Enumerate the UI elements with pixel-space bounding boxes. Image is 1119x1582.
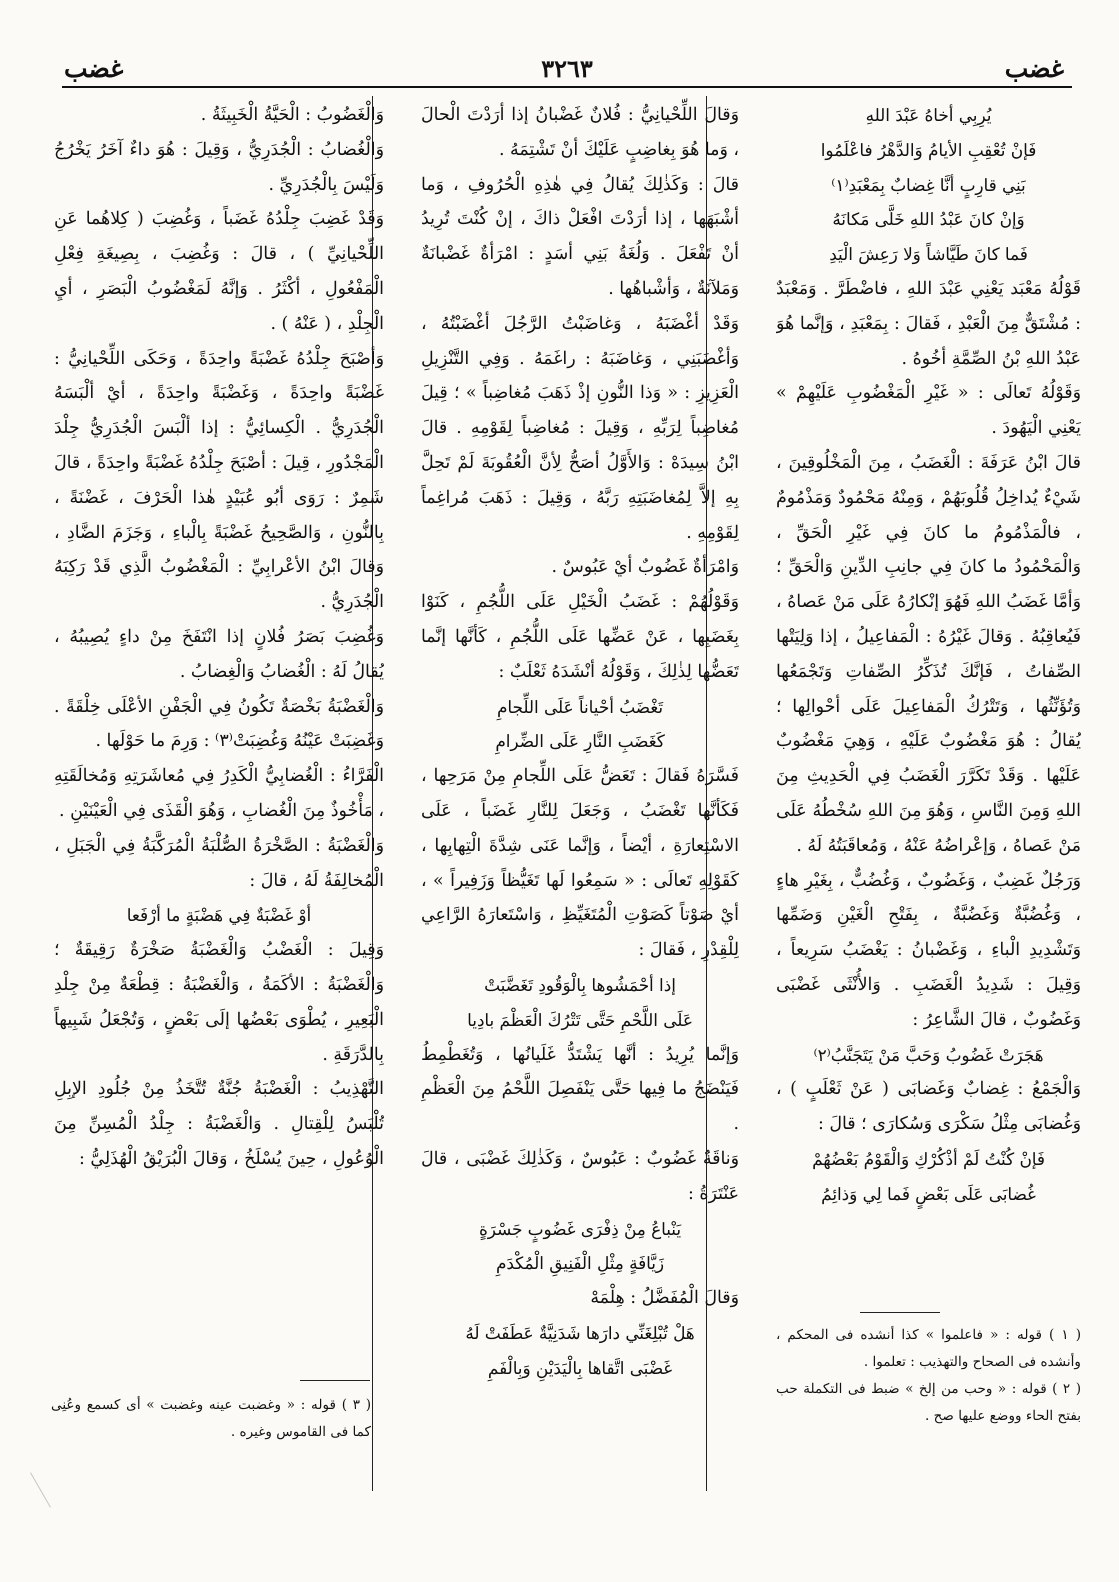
header-root-word-right: غضب [1004, 54, 1064, 83]
page-header [62, 50, 1072, 88]
footnote: ( ٢ ) قوله : « وحب من إلخ » ضبط فى التكملة حب بفتح الحاء ووضع عليها صح . [776, 1381, 1081, 1424]
verse-line: يُرِبِي أخاهُ عَبْدَ اللهِ [865, 105, 992, 125]
column-right [776, 98, 1081, 1278]
column-middle [421, 98, 739, 1468]
verse-line: غَضْبَى اتَّقاها بِالْيَدَيْنِ وَبِالْفَمِ [487, 1357, 673, 1378]
verse-line: يَنْباعُ مِنْ ذِفْرَى غَضُوبٍ جَسْرَةٍ [478, 1218, 682, 1239]
verse-line: إذا أحْمَشُوها بِالْوَقُودِ تَغَضَّبَتْ [484, 974, 676, 995]
verse-line: فَما كانَ طَيَّاشاً وَلا رَعِشَ الْيَدِ [829, 244, 1028, 265]
verse-line: عَلَى اللَّحْمِ حَتَّى تَتْرُكَ الْعَظْمَ بادِيا [467, 1009, 693, 1030]
verse-line: تَغْضَبُ أحْياناً عَلَى اللِّجامِ [496, 696, 664, 717]
paragraph: وَالْغَضْبَةُ بَخْصَةٌ تَكُونُ فِي الْجَفْنِ الأعْلَى خِلْقَةً . وَغَضِبَتْ عَيْنُهُ وَغُضِبَتْ⁽٣⁾ : وَرِمَ ما حَوْلَها . [54, 696, 384, 752]
paragraph: وَقِيلَ : الْغَضْبُ وَالْغَضْبَةُ صَخْرَةٌ رَقِيقَةٌ ؛ وَالْغَضْبَةُ : الأكَمَةُ ، وَالْغَضْبَةُ : قِطْعَةٌ مِنْ جِلْدِ الْبَعِيرِ ، يُطْوَى بَعْضُها إلَى بَعْضٍ ، وَتُجْعَلُ شَبِيهاً بِالدَّرَقَةِ . [54, 940, 384, 1065]
verse-line: بَنِي قارِبٍ أنَّا غِضابٌ بِمَعْبَدِ⁽١⁾ [831, 174, 1026, 195]
paragraph: وَالْغَضُوبُ : الْحَيَّةُ الْخَبِيثَةُ . [200, 105, 384, 125]
paragraph: وَقَدْ أغْضَبَهُ ، وَغاضَبْتُ الرَّجُلَ أغْضَبْتُهُ ، وَأغْضَبَنِي ، وَغاضَبَهُ : راغَمَهُ . وَفِي التَّنْزِيلِ الْعَزِيزِ : « وَذا النُّونِ إذْ ذَهَبَ مُغاضِباً » ؛ قِيلَ مُغاضِباً لِرَبِّهِ ، وَقِيلَ : مُغاضِباً لِقَوْمِهِ . قالَ ابْنُ سِيدَهْ : وَالأَوَّلُ أصَحُّ لِأنَّ الْعُقُوبَةَ لَمْ تَحِلَّ بِهِ إلاَّ لِمُغاضَبَتِهِ رَبَّهُ ، وَقِيلَ : ذَهَبَ مُراغِماً لِقَوْمِهِ . [421, 313, 739, 543]
scan-artifact [30, 1472, 51, 1507]
footnote: ( ٣ ) قوله : « وغضبت عينه وغضبت » أى كسمع وعُنِى كما فى القاموس وغيره . [51, 1397, 371, 1440]
paragraph: وَقَوْلُهُمْ : غَضَبُ الْخَيْلِ عَلَى اللُّجُمِ ، كَنَوْا بِغَضَبِها ، عَنْ عَضِّها عَلَى اللُّجُمِ ، كَأنَّها إنَّما تَعَضُّها لِذٰلِكَ ، وَقَوْلُهُ أنْشَدَهُ ثَعْلَبٌ : [421, 592, 739, 682]
footnote-rule-left [300, 1380, 370, 1381]
paragraph: الْفَرَّاءُ : الْغُضابِيُّ الْكَدِرُ فِي مُعاشَرَتِهِ وَمُخالَقَتِهِ ، مَأْخُوذٌ مِنَ الْغُضابِ ، وَهُوَ الْقَذَى فِي الْعَيْنَيْنِ . [54, 766, 384, 821]
verse-line: هَلْ تُبْلِغَنِّي دارَها شَدَنِيَّةٌ عَطَفَتْ لَهُ [465, 1322, 695, 1343]
page-number: ٣٢٦٣ [541, 54, 593, 83]
verse-line: فَإنْ كُنْتُ لَمْ أذْكُرْكِ وَالْقَوْمُ بَعْضُهُمْ [812, 1148, 1045, 1169]
paragraph: وَالْغَضْبَةُ : الصَّخْرَةُ الصُّلْبَةُ الْمُرَكَّبَةُ فِي الْجَبَلِ ، الْمُخالِفَةُ لَهُ ، قالَ : [54, 835, 384, 891]
paragraph: وَرَجُلٌ غَضِبٌ ، وَغَضُوبٌ ، وَغُضُبٌّ ، بِغَيْرِ هاءٍ ، وَغُضُبَّةٌ وَغَضُبَّةٌ ، بِفَتْحِ الْغَيْنِ وَضَمِّها وَتَشْدِيدِ الْباءِ ، وَغَضْبانُ : يَغْضَبُ سَرِيعاً ، وَقِيلَ : شَدِيدُ الْغَضَبِ . وَالأُنْثَى غَضْبَى وَغَضُوبٌ ، قالَ الشَّاعِرُ : [776, 870, 1081, 1030]
paragraph: قالَ : وَكَذٰلِكَ يُقالُ فِي هٰذِهِ الْحُرُوفِ ، وَما أشْبَهَها ، إذا أرَدْتَ افْعَلْ ذاكَ ، إنْ كُنْتَ تُرِيدُ أنْ تَفْعَلَ . وَلُغَةُ بَنِي أسَدٍ : امْرَأةٌ غَضْبانَةٌ وَمَلآنَةٌ ، وَأشْباهُها . [421, 174, 739, 299]
footnotes-left [51, 1392, 371, 1446]
verse-line: زَيَّافَةٍ مِثْلِ الْفَنِيقِ الْمُكْدَمِ [495, 1253, 664, 1274]
paragraph: وَناقَةٌ غَضُوبٌ : عَبُوسٌ ، وَكَذٰلِكَ غَضْبَى ، قالَ عَنْتَرَةُ : [421, 1148, 739, 1204]
verse-line: هَجَرَتْ غَضُوبُ وَحَبَّ مَنْ يَتَجَنَّبُ⁽٢⁾ [813, 1044, 1044, 1065]
paragraph: وَالْجَمْعُ : غِضابٌ وَغَضابَى ( عَنْ ثَعْلَبٍ ) ، وَغُضابَى مِثْلُ سَكْرَى وَسُكارَى ؛ قالَ : [776, 1079, 1081, 1135]
footnote: ( ١ ) قوله : « فاعلموا » كذا أنشده فى المحكم ، وأنشده فى الصحاح والتهذيب : تعلموا . [776, 1327, 1082, 1370]
verse-line: وَإنْ كانَ عَبْدُ اللهِ خَلَّى مَكانَهُ [832, 209, 1025, 230]
paragraph: وَامْرَأةٌ غَضُوبٌ أيْ عَبُوسٌ . [551, 557, 739, 578]
paragraph: فَسَّرَهُ فَقالَ : تَعَضُّ عَلَى اللِّجامِ مِنْ مَرَحِها ، فَكَأنَّها تَغْضَبُ ، وَجَعَلَ لِلنَّارِ غَضَباً ، عَلَى الاسْتِعارَةِ ، أيْضاً ، وَإنَّما عَنَى شِدَّةَ الْتِهابِها ، كَقَوْلِهِ تَعالَى : « سَمِعُوا لَها تَغَيُّظاً وَزَفِيراً » ، أيْ صَوْتاً كَصَوْتِ الْمُتَغَيِّظِ ، وَاسْتَعارَهُ الرَّاعِي لِلْقِدْرِ ، فَقالَ : [421, 766, 739, 961]
column-left [54, 98, 384, 1358]
verse-line: أوْ غَضْبَةٌ فِي هَضْبَةٍ ما أرْفَعا [126, 905, 312, 926]
paragraph: وَقَدْ غَضِبَ جِلْدُهُ غَضَباً ، وَغُضِبَ ( كِلاهُما عَنِ اللِّحْيانِيِّ ) ، قالَ : وَغُضِبَ ، بِصِيغَةِ فِعْلِ الْمَفْعُولِ ، أكْثَرُ . وَإنَّهُ لَمَغْضُوبُ الْبَصَرِ ، أيِ الْجِلْدِ ، ( عَنْهُ ) . [54, 209, 384, 334]
paragraph: التَّهْذِيبُ : الْغَضْبَةُ جُنَّةٌ تُتَّخَذُ مِنْ جُلُودِ الإبِلِ تُلْبَسُ لِلْقِتالِ . وَالْغَضْبَةُ : جِلْدُ الْمُسِنِّ مِنَ الْوُعُولِ ، حِينَ يُسْلَخُ ، وَقالَ الْبُرَيْقُ الْهُذَلِيُّ : [54, 1079, 384, 1169]
paragraph: قالَ ابْنُ عَرَفَةَ : الْغَضَبُ ، مِنَ الْمَخْلُوقِينَ ، شَيْءٌ يُداخِلُ قُلُوبَهُمْ ، وَمِنْهُ مَحْمُودٌ وَمَذْمُومٌ ، فالْمَذْمُومُ ما كانَ فِي غَيْرِ الْحَقِّ ، وَالْمَحْمُودُ ما كانَ فِي جانِبِ الدِّينِ وَالْحَقِّ ؛ وَأمَّا غَضَبُ اللهِ فَهُوَ إنْكارُهُ عَلَى مَنْ عَصاهُ ، فَيُعاقِبُهُ . وَقالَ غَيْرُهُ : الْمَفاعِيلُ ، إذا وَلِيَتْها الصِّفاتُ ، فَإنَّكَ تُذَكِّرُ الصِّفاتِ وَتَجْمَعُها وَتُؤَنِّثُها ، وَتَتْرُكُ الْمَفاعِيلَ عَلَى أحْوالِها ؛ يُقالُ : هُوَ مَغْضُوبٌ عَلَيْهِ ، وَهِيَ مَغْضُوبٌ عَلَيْها . وَقَدْ تَكَرَّرَ الْغَضَبُ فِي الْحَدِيثِ مِنَ اللهِ وَمِنَ النَّاسِ ، وَهُوَ مِنَ اللهِ سُخْطُهُ عَلَى مَنْ عَصاهُ ، وَإعْراضُهُ عَنْهُ ، وَمُعاقَبَتُهُ لَهُ . [776, 452, 1081, 856]
paragraph: وَقَوْلُهُ تَعالَى : « غَيْرِ الْمَغْضُوبِ عَلَيْهِمْ » يَعْنِي الْيَهُودَ . [776, 383, 1081, 439]
paragraph: قَوْلُهُ مَعْبَد يَعْنِي عَبْدَ اللهِ ، فاضْطَرَّ . وَمَعْبَدٌ : مُشْتَقٌّ مِنَ الْعَبْدِ ، فَقالَ : بِمَعْبَدِ ، وَإنَّما هُوَ عَبْدُ اللهِ بْنُ الصِّمَّةِ أخُوهُ . [776, 278, 1081, 369]
paragraph: وَقالَ اللِّحْيانِيُّ : فُلانٌ غَضْبانُ إذا أرَدْتَ الْحالَ ، وَما هُوَ بِغاضِبٍ عَلَيْكَ أنْ تَشْتِمَهُ . [421, 105, 739, 160]
footnote-rule-right [860, 1312, 940, 1313]
paragraph: وَأصْبَحَ جِلْدُهُ غَضْبَةً واحِدَةً ، وَحَكَى اللِّحْيانِيُّ : غَضْبَةً واحِدَةً ، وَغَضْبَةً واحِدَةً ، أيْ ألْبَسَهُ الْجُدَرِيُّ . الْكِسائِيُّ : إذا ألْبَسَ الْجُدَرِيُّ جِلْدَ الْمَجْدُورِ ، قِيلَ : أصْبَحَ جِلْدُهُ غَضْبَةً واحِدَةً ، قالَ شَمِرٌ : رَوَى أبُو عُبَيْدٍ هٰذا الْحَرْفَ ، غَضْنَةً ، بِالنُّونِ ، وَالصَّحِيحُ غَضْبَةً بِالْباءِ ، وَجَزَمَ الضَّادِ ، وَقالَ ابْنُ الأعْرابِيِّ : الْمَغْضُوبُ الَّذِي قَدْ رَكِبَهُ الْجُدَرِيُّ . [54, 348, 384, 613]
paragraph: وَالْغُضابُ : الْجُدَرِيُّ ، وَقِيلَ : هُوَ داءٌ آخَرُ يَخْرُجُ وَلَيْسَ بِالْجُدَرِيِّ . [54, 139, 384, 195]
verse-line: كَغَضَبِ النَّارِ عَلَى الضِّرامِ [495, 731, 665, 752]
paragraph: وَغُضِبَ بَصَرُ فُلانٍ إذا انْتَفَخَ مِنْ داءٍ يُصِيبُهُ ، يُقالُ لَهُ : الْغُضابُ وَالْغِضابُ . [54, 626, 384, 682]
paragraph: وَقالَ الْمُفَضَّلُ : هِلْمَهْ [590, 1288, 739, 1309]
verse-line: غُضابَى عَلَى بَعْضٍ فَما لِي وَذائِمُ [821, 1183, 1036, 1204]
footnotes-right [776, 1322, 1081, 1430]
header-root-word-left: غضب [64, 54, 124, 83]
verse-line: فَإنْ تُعْقِبِ الأيامُ وَالدَّهْرُ فاعْلَمُوا [820, 139, 1037, 160]
paragraph: وَإنَّما يُرِيدُ : أنَّها يَشْتَدُّ غَلَيانُها ، وَتُغَطْمِطُ فَيَنْضَجُ ما فِيها حَتَّى يَنْفَصِلَ اللَّحْمُ مِنَ الْعَظْمِ . [421, 1044, 739, 1135]
